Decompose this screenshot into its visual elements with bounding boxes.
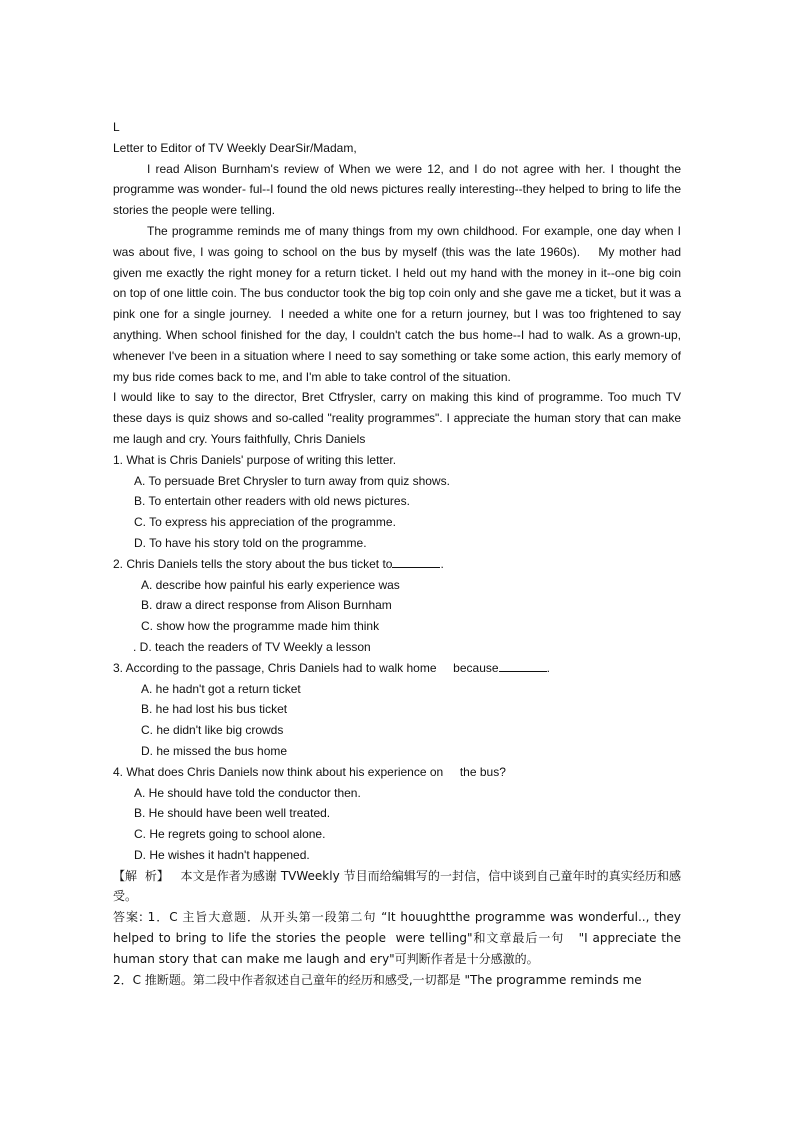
question-stem: 1. What is Chris Daniels' purpose of writing this letter. xyxy=(113,452,397,467)
question-option: . D. teach the readers of TV Weekly a lesson xyxy=(133,639,371,654)
question-stem: 4. What does Chris Daniels now think about his experience on the bus? xyxy=(113,764,506,779)
question-option: C. He regrets going to school alone. xyxy=(134,827,326,842)
question-stem-text: 3. According to the passage, Chris Daniels had to walk home because xyxy=(113,660,499,675)
section-letter: L xyxy=(113,120,120,134)
question-2 xyxy=(113,554,681,658)
document-page xyxy=(113,117,685,990)
letter-title: Letter to Editor of TV Weekly DearSir/Madam, xyxy=(113,140,357,155)
question-option: A. To persuade Bret Chrysler to turn away from quiz shows. xyxy=(134,473,450,488)
question-stem-end: . xyxy=(546,660,550,675)
question-option: B. draw a direct response from Alison Burnham xyxy=(141,598,392,613)
question-option: A. He should have told the conductor then. xyxy=(134,785,361,800)
question-option: C. he didn't like big crowds xyxy=(141,723,284,738)
question-option: D. he missed the bus home xyxy=(141,743,288,758)
question-stem xyxy=(113,658,681,679)
question-stem xyxy=(113,554,681,575)
question-option: B. To entertain other readers with old news pictures. xyxy=(134,494,410,509)
question-option: A. he hadn't got a return ticket xyxy=(141,681,301,696)
letter-paragraph-2: The programme reminds me of many things from my own childhood. For example, one day when I was about five, I was going to school on the bus by myself (this was the late 1960s). My mother had given me exactly the right money for a return ticket. I held out my hand with the money in it--one big coin on top of one little coin. The bus conductor took the big top coin only and she gave me a ticket, but it was a pink one for a single journey. I needed a white one for a return journey, but I was too frightened to say anything. When school finished for the day, I couldn't catch the bus home--I had to walk. As a grown-up, whenever I've been in a situation where I need to say something or take some action, this early memory of my bus ride comes back to me, and I'm able to take control of the situation. xyxy=(113,223,685,384)
letter-paragraph-1: I read Alison Burnham's review of When we were 12, and I do not agree with her. I thought the programme was wonder- ful--I found the old news pictures really interesting--they helped to bring to life the stories the people were telling. xyxy=(113,161,685,218)
question-3 xyxy=(113,658,681,762)
question-option: D. To have his story told on the programme. xyxy=(134,535,367,550)
answer-blank xyxy=(392,555,440,568)
question-stem-end: . xyxy=(440,556,444,571)
answer-blank xyxy=(499,659,547,672)
question-option: C. show how the programme made him think xyxy=(141,619,380,634)
question-stem-text: 2. Chris Daniels tells the story about the bus ticket to xyxy=(113,556,393,571)
question-option: B. he had lost his bus ticket xyxy=(141,702,288,717)
answer-1-explanation: 答案: 1．C 主旨大意题．从开头第一段第二句 “It houughtthe programme was wonderful.., they helped to bring to life the stories the people were telling"和文章最后一句 "I appreciate the human story that can make me laugh and ery"可判断作者是十分感激的。 xyxy=(113,910,685,966)
analysis-text: 【解 析】 本文是作者为感谢 TVWeekly 节目而给编辑写的一封信，信中谈到自己童年时的真实经历和感受。 xyxy=(113,868,681,904)
question-option: B. He should have been well treated. xyxy=(134,806,331,821)
question-option: D. He wishes it hadn't happened. xyxy=(134,847,310,862)
question-option: C. To express his appreciation of the programme. xyxy=(134,515,396,530)
question-option: A. describe how painful his early experience was xyxy=(141,577,400,592)
answer-2-explanation: 2．C 推断题。第二段中作者叙述自己童年的经历和感受,一切都是 "The programme reminds me xyxy=(113,972,642,987)
question-4 xyxy=(113,762,681,866)
question-1 xyxy=(113,450,681,554)
letter-paragraph-3: I would like to say to the director, Bret Ctfrysler, carry on making this kind of programme. Too much TV these days is quiz shows and so-called "reality programmes". I appreciate the human story that can make me laugh and cry. Yours faithfully, Chris Daniels xyxy=(113,390,685,446)
